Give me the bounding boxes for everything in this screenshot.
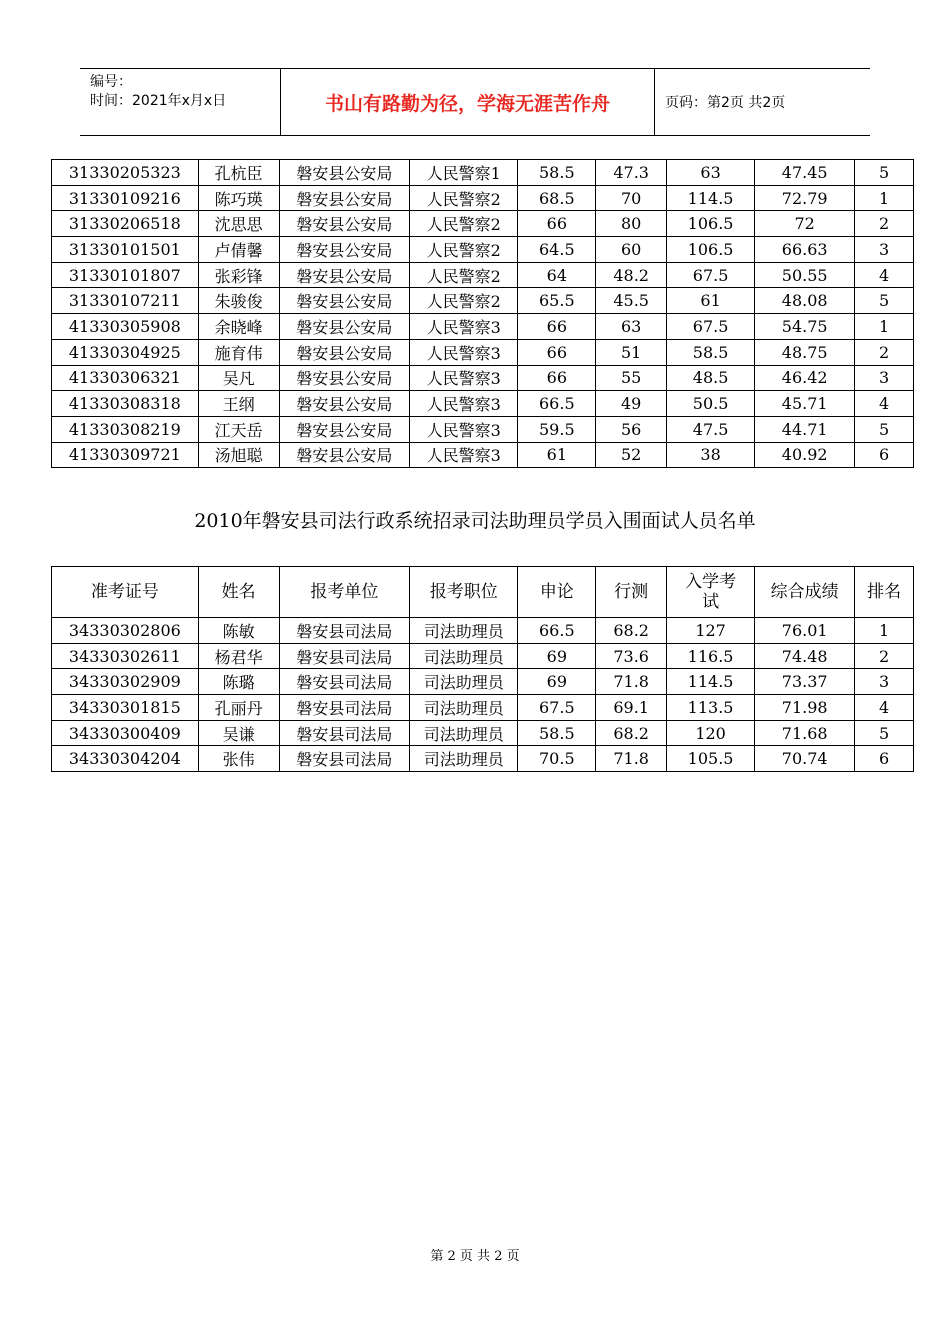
cell-name: 陈璐: [198, 669, 279, 695]
cell-total-score: 45.71: [755, 391, 855, 417]
cell-essay: 70.5: [518, 746, 596, 772]
cell-total-score: 76.01: [755, 618, 855, 644]
page-footer: 第 2 页 共 2 页: [430, 1249, 520, 1264]
cell-name: 张伟: [198, 746, 279, 772]
cell-total-score: 71.98: [755, 695, 855, 721]
cell-exam-id: 34330302909: [52, 669, 199, 695]
cell-rank: 4: [855, 391, 914, 417]
cell-name: 卢倩馨: [198, 237, 279, 263]
cell-entrance-exam: 58.5: [667, 339, 755, 365]
table-row: [52, 618, 914, 644]
cell-entrance-exam: 67.5: [667, 314, 755, 340]
cell-position: 人民警察3: [410, 391, 518, 417]
cell-position: 人民警察2: [410, 211, 518, 237]
cell-essay: 66: [518, 211, 596, 237]
cell-entrance-exam: 127: [667, 618, 755, 644]
cell-unit: 磐安县司法局: [279, 643, 410, 669]
cell-aptitude: 73.6: [596, 643, 667, 669]
col-unit: 报考单位: [279, 567, 410, 618]
cell-position: 司法助理员: [410, 643, 518, 669]
cell-unit: 磐安县公安局: [279, 211, 410, 237]
cell-entrance-exam: 114.5: [667, 185, 755, 211]
cell-exam-id: 31330205323: [52, 160, 199, 186]
cell-unit: 磐安县司法局: [279, 669, 410, 695]
cell-rank: 4: [855, 262, 914, 288]
cell-unit: 磐安县公安局: [279, 416, 410, 442]
cell-name: 张彩锋: [198, 262, 279, 288]
cell-aptitude: 52: [596, 442, 667, 468]
cell-entrance-exam: 61: [667, 288, 755, 314]
cell-entrance-exam: 114.5: [667, 669, 755, 695]
cell-exam-id: 41330304925: [52, 339, 199, 365]
header-slogan: 书山有路勤为径，学海无涯苦作舟: [281, 69, 655, 135]
page-header: [80, 68, 870, 136]
cell-rank: 2: [855, 339, 914, 365]
cell-unit: 磐安县公安局: [279, 160, 410, 186]
cell-total-score: 72.79: [755, 185, 855, 211]
cell-exam-id: 41330309721: [52, 442, 199, 468]
time-label: 时间：2021年x月x日: [90, 93, 227, 109]
cell-aptitude: 71.8: [596, 669, 667, 695]
cell-name: 孔丽丹: [198, 695, 279, 721]
cell-aptitude: 47.3: [596, 160, 667, 186]
cell-rank: 1: [855, 618, 914, 644]
cell-aptitude: 51: [596, 339, 667, 365]
table-row: [52, 416, 914, 442]
cell-total-score: 40.92: [755, 442, 855, 468]
cell-unit: 磐安县司法局: [279, 618, 410, 644]
col-aptitude: 行测: [596, 567, 667, 618]
cell-name: 吴凡: [198, 365, 279, 391]
cell-unit: 磐安县公安局: [279, 262, 410, 288]
col-name: 姓名: [198, 567, 279, 618]
cell-total-score: 48.75: [755, 339, 855, 365]
cell-entrance-exam: 50.5: [667, 391, 755, 417]
cell-essay: 66.5: [518, 391, 596, 417]
cell-rank: 2: [855, 643, 914, 669]
cell-name: 陈巧瑛: [198, 185, 279, 211]
cell-name: 陈敏: [198, 618, 279, 644]
cell-rank: 3: [855, 669, 914, 695]
cell-total-score: 47.45: [755, 160, 855, 186]
cell-aptitude: 55: [596, 365, 667, 391]
table-row: [52, 669, 914, 695]
cell-rank: 6: [855, 746, 914, 772]
cell-total-score: 54.75: [755, 314, 855, 340]
table-row: [52, 237, 914, 263]
table-row: [52, 695, 914, 721]
cell-exam-id: 41330306321: [52, 365, 199, 391]
table-row: [52, 643, 914, 669]
cell-exam-id: 31330107211: [52, 288, 199, 314]
cell-exam-id: 34330300409: [52, 720, 199, 746]
cell-aptitude: 80: [596, 211, 667, 237]
cell-essay: 66.5: [518, 618, 596, 644]
table-row: [52, 442, 914, 468]
col-exam-id: 准考证号: [52, 567, 199, 618]
cell-exam-id: 31330206518: [52, 211, 199, 237]
cell-essay: 69: [518, 669, 596, 695]
cell-rank: 1: [855, 185, 914, 211]
col-entrance-exam: 入学考试: [667, 567, 755, 618]
cell-unit: 磐安县公安局: [279, 442, 410, 468]
cell-name: 杨君华: [198, 643, 279, 669]
cell-entrance-exam: 38: [667, 442, 755, 468]
cell-aptitude: 60: [596, 237, 667, 263]
cell-total-score: 72: [755, 211, 855, 237]
cell-exam-id: 34330304204: [52, 746, 199, 772]
judicial-results-table: [51, 566, 914, 772]
header-meta: [80, 69, 281, 135]
cell-name: 江天岳: [198, 416, 279, 442]
cell-total-score: 66.63: [755, 237, 855, 263]
cell-essay: 66: [518, 314, 596, 340]
cell-aptitude: 48.2: [596, 262, 667, 288]
cell-entrance-exam: 47.5: [667, 416, 755, 442]
cell-essay: 58.5: [518, 160, 596, 186]
cell-name: 吴谦: [198, 720, 279, 746]
cell-rank: 1: [855, 314, 914, 340]
cell-essay: 66: [518, 365, 596, 391]
cell-unit: 磐安县公安局: [279, 237, 410, 263]
cell-unit: 磐安县公安局: [279, 365, 410, 391]
table-header-row: [52, 567, 914, 618]
cell-total-score: 48.08: [755, 288, 855, 314]
cell-entrance-exam: 63: [667, 160, 755, 186]
cell-essay: 66: [518, 339, 596, 365]
cell-essay: 69: [518, 643, 596, 669]
cell-essay: 68.5: [518, 185, 596, 211]
cell-total-score: 44.71: [755, 416, 855, 442]
cell-unit: 磐安县公安局: [279, 288, 410, 314]
cell-position: 司法助理员: [410, 669, 518, 695]
cell-essay: 64.5: [518, 237, 596, 263]
cell-aptitude: 68.2: [596, 720, 667, 746]
table-row: [52, 391, 914, 417]
cell-rank: 5: [855, 160, 914, 186]
cell-entrance-exam: 106.5: [667, 211, 755, 237]
col-total-score: 综合成绩: [755, 567, 855, 618]
cell-unit: 磐安县公安局: [279, 391, 410, 417]
table-row: [52, 262, 914, 288]
cell-essay: 64: [518, 262, 596, 288]
table-row: [52, 365, 914, 391]
cell-exam-id: 34330302611: [52, 643, 199, 669]
col-rank: 排名: [855, 567, 914, 618]
judicial-results-body: [52, 618, 914, 772]
cell-exam-id: 34330301815: [52, 695, 199, 721]
cell-essay: 65.5: [518, 288, 596, 314]
cell-rank: 4: [855, 695, 914, 721]
cell-rank: 3: [855, 237, 914, 263]
cell-position: 司法助理员: [410, 695, 518, 721]
cell-name: 沈思思: [198, 211, 279, 237]
serial-label: 编号：: [90, 74, 132, 90]
cell-exam-id: 31330101501: [52, 237, 199, 263]
cell-position: 人民警察1: [410, 160, 518, 186]
cell-position: 人民警察2: [410, 237, 518, 263]
cell-name: 孔杭臣: [198, 160, 279, 186]
cell-aptitude: 71.8: [596, 746, 667, 772]
cell-total-score: 46.42: [755, 365, 855, 391]
cell-position: 司法助理员: [410, 618, 518, 644]
cell-exam-id: 41330308219: [52, 416, 199, 442]
cell-exam-id: 41330305908: [52, 314, 199, 340]
cell-name: 王纲: [198, 391, 279, 417]
table-row: [52, 160, 914, 186]
table-row: [52, 288, 914, 314]
cell-aptitude: 70: [596, 185, 667, 211]
cell-exam-id: 31330101807: [52, 262, 199, 288]
cell-entrance-exam: 116.5: [667, 643, 755, 669]
cell-essay: 59.5: [518, 416, 596, 442]
cell-total-score: 70.74: [755, 746, 855, 772]
table-row: [52, 314, 914, 340]
cell-exam-id: 31330109216: [52, 185, 199, 211]
cell-unit: 磐安县司法局: [279, 720, 410, 746]
cell-unit: 磐安县公安局: [279, 185, 410, 211]
cell-rank: 5: [855, 720, 914, 746]
cell-unit: 磐安县公安局: [279, 339, 410, 365]
table-row: [52, 720, 914, 746]
cell-entrance-exam: 106.5: [667, 237, 755, 263]
section-title: 2010年磐安县司法行政系统招录司法助理员学员入围面试人员名单: [194, 510, 756, 532]
cell-aptitude: 45.5: [596, 288, 667, 314]
cell-rank: 2: [855, 211, 914, 237]
cell-name: 朱骏俊: [198, 288, 279, 314]
cell-name: 余晓峰: [198, 314, 279, 340]
cell-position: 司法助理员: [410, 746, 518, 772]
cell-exam-id: 41330308318: [52, 391, 199, 417]
cell-essay: 67.5: [518, 695, 596, 721]
cell-position: 人民警察3: [410, 442, 518, 468]
cell-essay: 58.5: [518, 720, 596, 746]
cell-aptitude: 69.1: [596, 695, 667, 721]
cell-aptitude: 56: [596, 416, 667, 442]
police-results-body: [52, 160, 914, 468]
cell-rank: 5: [855, 416, 914, 442]
table-row: [52, 339, 914, 365]
cell-name: 汤旭聪: [198, 442, 279, 468]
cell-total-score: 74.48: [755, 643, 855, 669]
cell-position: 司法助理员: [410, 720, 518, 746]
table-row: [52, 211, 914, 237]
cell-exam-id: 34330302806: [52, 618, 199, 644]
cell-total-score: 73.37: [755, 669, 855, 695]
cell-entrance-exam: 105.5: [667, 746, 755, 772]
cell-position: 人民警察2: [410, 262, 518, 288]
cell-entrance-exam: 120: [667, 720, 755, 746]
cell-aptitude: 49: [596, 391, 667, 417]
cell-position: 人民警察3: [410, 365, 518, 391]
table-row: [52, 185, 914, 211]
cell-unit: 磐安县公安局: [279, 314, 410, 340]
cell-aptitude: 63: [596, 314, 667, 340]
col-essay: 申论: [518, 567, 596, 618]
cell-total-score: 50.55: [755, 262, 855, 288]
cell-unit: 磐安县司法局: [279, 746, 410, 772]
cell-position: 人民警察2: [410, 185, 518, 211]
cell-rank: 6: [855, 442, 914, 468]
cell-rank: 3: [855, 365, 914, 391]
cell-name: 施育伟: [198, 339, 279, 365]
cell-total-score: 71.68: [755, 720, 855, 746]
police-results-table: [51, 159, 914, 468]
col-position: 报考职位: [410, 567, 518, 618]
cell-position: 人民警察3: [410, 339, 518, 365]
cell-essay: 61: [518, 442, 596, 468]
cell-entrance-exam: 113.5: [667, 695, 755, 721]
cell-position: 人民警察3: [410, 416, 518, 442]
cell-unit: 磐安县司法局: [279, 695, 410, 721]
header-page-info: 页码：第2页 共2页: [665, 95, 786, 111]
table-row: [52, 746, 914, 772]
cell-entrance-exam: 48.5: [667, 365, 755, 391]
cell-position: 人民警察2: [410, 288, 518, 314]
cell-aptitude: 68.2: [596, 618, 667, 644]
cell-rank: 5: [855, 288, 914, 314]
cell-position: 人民警察3: [410, 314, 518, 340]
cell-entrance-exam: 67.5: [667, 262, 755, 288]
